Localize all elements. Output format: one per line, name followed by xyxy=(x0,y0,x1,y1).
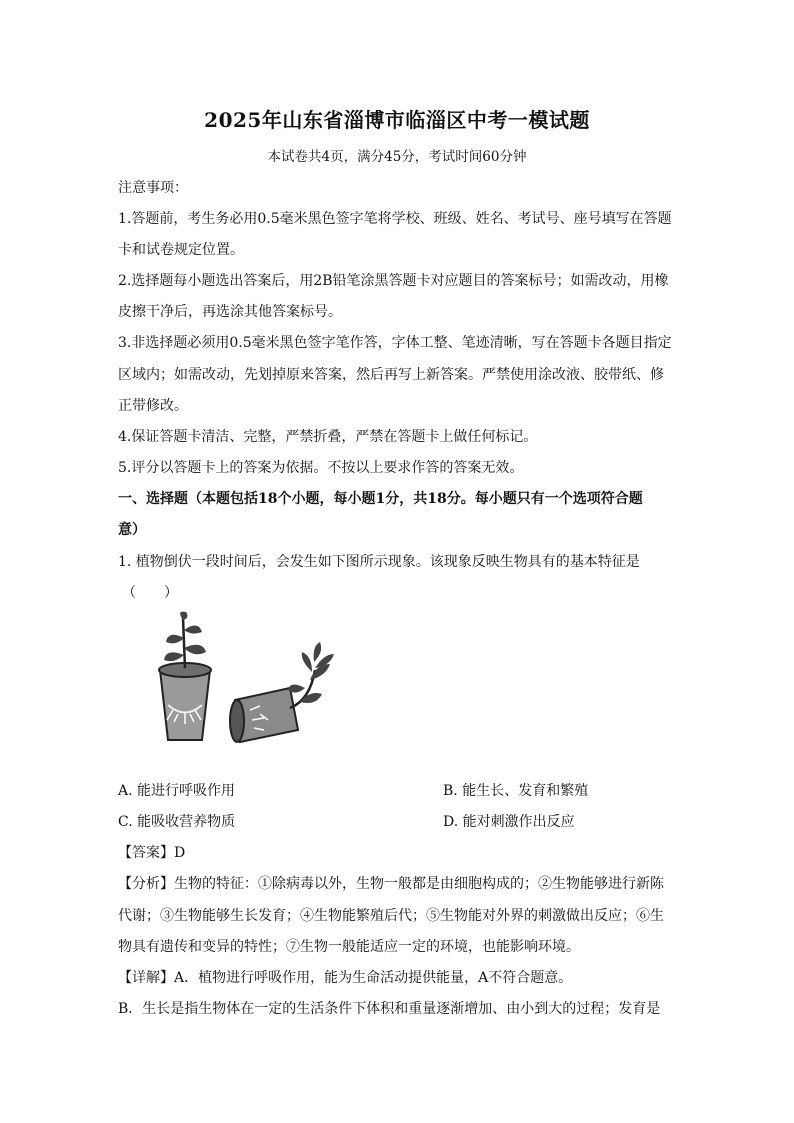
exam-info: 本试卷共4页，满分45分，考试时间60分钟 xyxy=(267,149,527,165)
section-heading-cont: 意） xyxy=(118,522,146,538)
notice-line: 1.答题前，考生务必用0.5毫米黑色签字笔将学校、班级、姓名、考试号、座号填写在答题 xyxy=(118,211,672,227)
notice-line: 区域内；如需改动，先划掉原来答案，然后再写上新答案。严禁使用涂改液、胶带纸、修 xyxy=(118,367,664,383)
option-c: C. 能吸收营养物质 xyxy=(118,814,236,830)
analysis-line: 【分析】生物的特征：①除病毒以外，生物一般都是由细胞构成的；②生物能够进行新陈 xyxy=(118,876,664,892)
notice-line: 皮擦干净后，再选涂其他答案标号。 xyxy=(118,304,342,320)
option-a: A. 能进行呼吸作用 xyxy=(118,783,236,799)
option-d: D. 能对刺激作出反应 xyxy=(443,814,575,830)
notice-line: 卡和试卷规定位置。 xyxy=(118,242,244,258)
detail-line: 【详解】A．植物进行呼吸作用，能为生命活动提供能量，A不符合题意。 xyxy=(118,970,573,986)
fallen-plant-illustration xyxy=(230,642,334,742)
question-stem: 1. 植物倒伏一段时间后，会发生如下图所示现象。该现象反映生物具有的基本特征是 xyxy=(118,554,640,570)
plant-figure xyxy=(140,610,350,760)
notice-line: 5.评分以答题卡上的答案为依据。不按以上要求作答的答案无效。 xyxy=(118,460,524,476)
analysis-line: 物具有遗传和变异的特性；⑦生物一般能适应一定的环境，也能影响环境。 xyxy=(118,939,580,955)
notice-line: 3.非选择题必须用0.5毫米黑色签字笔作答，字体工整、笔迹清晰，写在答题卡各题目指定 xyxy=(118,335,672,351)
option-b: B. 能生长、发育和繁殖 xyxy=(443,783,589,799)
notice-heading: 注意事项： xyxy=(118,180,188,196)
page-title: 2025年山东省淄博市临淄区中考一模试题 xyxy=(204,108,590,132)
analysis-line: 代谢；③生物能够生长发育；④生物能繁殖后代；⑤生物能对外界的刺激做出反应；⑥生 xyxy=(118,908,664,924)
answer-line: 【答案】D xyxy=(118,845,186,861)
detail-line: B．生长是指生物体在一定的生活条件下体积和重量逐渐增加、由小到大的过程；发育是 xyxy=(118,1001,661,1017)
notice-line: 正带修改。 xyxy=(118,398,188,414)
section-heading: 一、选择题（本题包括18个小题，每小题1分，共18分。每小题只有一个选项符合题 xyxy=(118,491,643,507)
answer-blank: （ ） xyxy=(122,585,178,601)
notice-line: 4.保证答题卡清洁、完整，严禁折叠，严禁在答题卡上做任何标记。 xyxy=(118,429,538,445)
notice-line: 2.选择题每小题选出答案后，用2B铅笔涂黑答题卡对应题目的答案标号；如需改动，用橡 xyxy=(118,273,669,289)
upright-plant-illustration xyxy=(159,612,211,740)
